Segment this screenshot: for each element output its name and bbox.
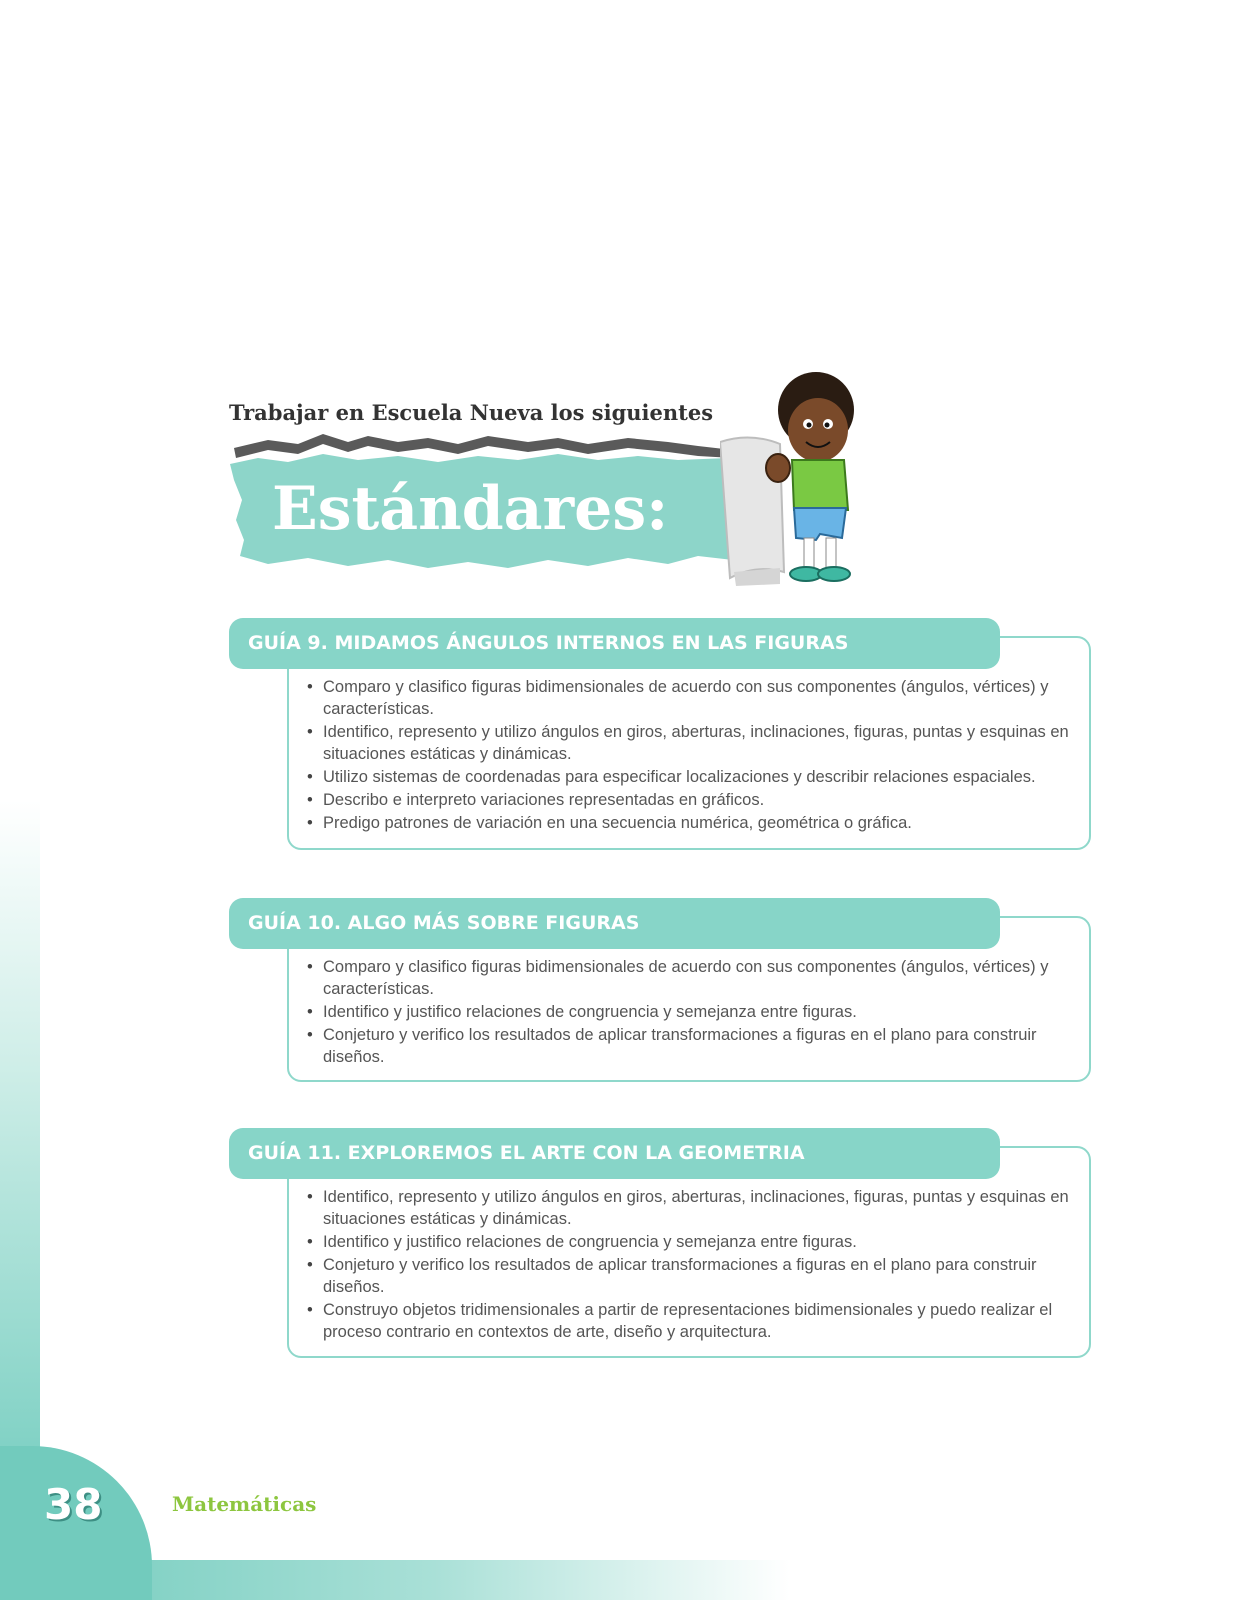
list-item: • Construyo objetos tridimensionales a partir de representaciones bidimensionales y puedo realizar el proceso contrario en contextos de arte, diseño y arquitectura. (307, 1299, 1071, 1343)
list-item: • Identifico y justifico relaciones de congruencia y semejanza entre figuras. (307, 1231, 1071, 1253)
list-item: • Identifico, represento y utilizo ángulos en giros, aberturas, inclinaciones, figuras, puntas y esquinas en situaciones estáticas y dinámicas. (307, 721, 1071, 765)
guide-10-section (229, 898, 1091, 1082)
list-item: • Conjeturo y verifico los resultados de aplicar transformaciones a figuras en el plano para construir diseños. (307, 1024, 1071, 1068)
list-item: • Conjeturo y verifico los resultados de aplicar transformaciones a figuras en el plano para construir diseños. (307, 1254, 1071, 1298)
list-item: • Comparo y clasifico figuras bidimensionales de acuerdo con sus componentes (ángulos, vértices) y características. (307, 676, 1071, 720)
guide-10-list (307, 956, 1071, 1069)
standards-kicker: Trabajar en Escuela Nueva los siguientes (229, 400, 714, 425)
list-item: • Predigo patrones de variación en una secuencia numérica, geométrica o gráfica. (307, 812, 1071, 834)
list-item: • Comparo y clasifico figuras bidimensionales de acuerdo con sus componentes (ángulos, vértices) y características. (307, 956, 1071, 1000)
boy-illustration (720, 372, 880, 592)
guide-9-section (229, 618, 1091, 850)
guide-11-list (307, 1186, 1071, 1344)
page-number: 38 (44, 1480, 103, 1529)
guide-10-title: GUÍA 10. ALGO MÁS SOBRE FIGURAS (229, 898, 1000, 949)
list-item: • Identifico y justifico relaciones de congruencia y semejanza entre figuras. (307, 1001, 1071, 1023)
list-item: • Utilizo sistemas de coordenadas para especificar localizaciones y describir relaciones espaciales. (307, 766, 1071, 788)
guide-11-title: GUÍA 11. EXPLOREMOS EL ARTE CON LA GEOMETRIA (229, 1128, 1000, 1179)
left-decorative-stripe (0, 800, 40, 1460)
guide-9-list (307, 676, 1071, 835)
standards-title: Estándares: (272, 474, 669, 544)
guide-9-title: GUÍA 9. MIDAMOS ÁNGULOS INTERNOS EN LAS FIGURAS (229, 618, 1000, 669)
list-item: • Describo e interpreto variaciones representadas en gráficos. (307, 789, 1071, 811)
subject-label: Matemáticas (172, 1492, 317, 1516)
list-item: • Identifico, represento y utilizo ángulos en giros, aberturas, inclinaciones, figuras, puntas y esquinas en situaciones estáticas y dinámicas. (307, 1186, 1071, 1230)
guide-11-section (229, 1128, 1091, 1358)
